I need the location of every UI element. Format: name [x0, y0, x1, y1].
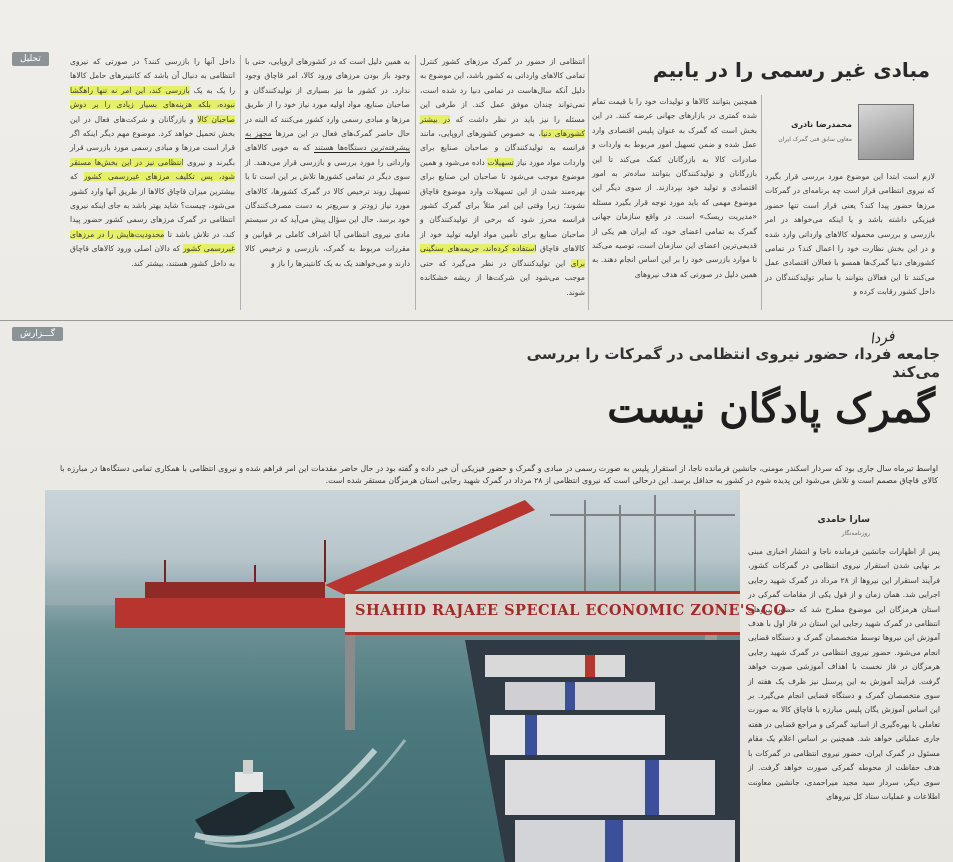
highlight: تسهیلات	[487, 157, 514, 167]
top-article-column-1: لازم است ابتدا این موضوع مورد بررسی قرار بگیرد که نیروی انتظامی قرار است چه برنامه‌ای در گمرکات مرزها حضور پیدا کند؟ یعنی قرار است تنها حضور فیزیکی داشته باشد و یا اینکه می‌خواهد در امر بازرسی و بررسی محموله کالاهای وارداتی وارد شده و در این بخش نظارت خود را اعمال کند؟ در تمامی کشورهای دنیا گمرک‌ها همسو با فعالان اقتصادی عمل می‌کنند تا این فعالان بتوانند با سایر تولیدکنندگان در داخل کشور رقابت کرده و	[765, 172, 935, 297]
section-divider	[0, 320, 953, 321]
handwritten-note: فردا	[869, 328, 896, 348]
report-kicker: جامعه فردا، حضور نیروی انتظامی در گمرکات را بررسی می‌کند	[526, 345, 940, 381]
column-divider	[415, 55, 416, 310]
report-lead: اواسط تیرماه سال جاری بود که سردار اسکندر مومنی، جانشین فرمانده ناجا، از استقرار پلیس به صورت رسمی در مبادی و گمرک و حضور فیزیکی آن خبر داده و گفته بود در حال حاضر مقدمات این امر فراهم شده و نیروی انتظامی با همکاری تمامی دستگاه‌ها در مبارزه با کالای قاچاق مصمم است و تلاش می‌شود این پدیده شوم در کشور به حداقل برسد. این درحالی است که نیروی انتظامی از ۲۸ مرداد در گمرک شهید رجایی استان هرمزگان مستقر شده است.	[60, 464, 938, 485]
section-tag-report: گـــزارش	[12, 327, 63, 341]
report-byline: سارا حامدی	[817, 515, 870, 525]
column-divider	[240, 55, 241, 310]
report-side-column: پس از اظهارات جانشین فرمانده ناجا و انتشار اخباری مبنی بر نهایی شدن استقرار نیروی انتظامی در گمرکات کشور، فرآیند استقرار این نیروها از ۲۸ مرداد در گمرک شهید رجایی اجرایی شد. همان زمان و از قول یکی از مقامات گمرکی در استان هرمزگان این موضوع مطرح شد که حضور نیروهای انتظامی در گمرک شهید رجایی این استان در فاز اول با هدف آموزش این نیروها توسط متخصصان گمرک و دستگاه قضایی انجام می‌شود. حضور نیروی انتظامی در گمرک شهید رجایی هرمزگان در فاز نخست با اهداف آموزشی صورت خواهد گرفت. فرآیند آموزش به این پرسنل نیز ظرف یک هفته از سوی متخصصان گمرک و دستگاه قضایی انجام می‌گیرد. بر این اساس آموزش یگان پلیس مبارزه با قاچاق کالا به صورت تعاملی با بهره‌گیری از اساتید گمرکی و مراجع قضایی در هفته جاری عملیاتی خواهد شد. همچنین بر اساس اعلام یک مقام مسئول در گمرک ایران، حضور نیروی انتظامی در گمرکات با هدف حفاظت از محوطه گمرکی صورت خواهد گرفت. از سوی دیگر، سردار سید مجید میراحمدی، جانشین معاونت اطلاعات و عملیات ستاد کل نیروهای	[748, 547, 940, 801]
top-article-column-4: به همین دلیل است که در کشورهای اروپایی، حتی با وجود باز بودن مرزهای ورود کالا، امر قاچاق وجود ندارد. در کشور ما نیز بسیاری از تولیدکنندگان و صاحبان صنایع، مواد اولیه مورد نیاز خود را از طریق مرزها و مبادی رسمی وارد کشور می‌کنند که البته در حال حاضر گمرک‌های فعال در این مرزها مجهز به پیشرفته‌ترین دستگاه‌ها هستند که به خوبی کالاهای وارداتی را مورد بررسی و بازرسی قرار می‌دهند. از سوی دیگر در تمامی کشورها تلاش بر این است تا با تسهیل روند ترخیص کالا در گمرک کشورها، کالاهای مورد نیاز زودتر و سریع‌تر به دست مصرف‌کنندگان خود برسد. حال این سؤال پیش می‌آید که در سیستم مادی نیروی انتظامی آیا اشراف کاملی بر قوانین و مقررات مربوط به گمرک، بازرسی و ترخیص کالا دارند و می‌خواهند یک به یک کانتینرها را باز و	[245, 57, 411, 268]
port-banner-text: SHAHID RAJAEE SPECIAL ECONOMIC ZONE'S CO	[355, 602, 787, 619]
top-article-headline: مبادی غیر رسمی را در یابیم	[652, 58, 930, 82]
column-divider	[588, 55, 589, 310]
highlight: در بیشتر کشورهای دنیا	[420, 114, 585, 139]
top-article-column-5: داخل آنها را بازرسی کنند؟ در صورتی که نیروی انتظامی به دنبال آن باشد که کانتینرهای حامل کالاها را یک به یک بازرسی کند، این امر نه تنها راهگشا نبوده، بلکه هزینه‌های بسیار زیادی را بر دوش صاحبان کالا و بازرگانان و شرکت‌های فعال در این بخش تحمیل خواهد کرد. موضوع مهم دیگر اینکه اگر قرار است مرزها و مبادی رسمی مورد بازرسی قرار بگیرند و نیروی انتظامی نیز در این بخش‌ها مستقر شود، پس تکلیف مرزهای غیررسمی کشور که بیشترین میزان قاچاق کالاها از طریق آنها وارد کشور می‌شود، چیست؟ شاید بهتر باشد به جای اینکه نیروی انتظامی در گمرک مرزهای رسمی کشور حضور پیدا کند، در تلاش باشد تا محدودیت‌هایش را در مرزهای غیررسمی کشور که دالان اصلی ورود کالاهای قاچاق به داخل کشور هستند، بیشتر کند.	[70, 57, 236, 268]
report-byline-role: روزنامه‌نگار	[841, 530, 870, 537]
column-divider	[761, 95, 762, 310]
highlight: انتظامی نیز در این بخش‌ها مستقر شود، پس تکلیف مرزهای غیررسمی کشور	[70, 157, 236, 182]
highlight: استفاده کرده‌اند، جریمه‌های سنگینی برای	[420, 244, 585, 268]
author-role: معاون سابق فنی گمرک ایران	[778, 136, 852, 143]
port-illustration	[45, 490, 740, 862]
author-photo	[858, 104, 914, 160]
report-headline: گمرک پادگان نیست	[607, 385, 935, 432]
underline: مجهز به پیشرفته‌ترین دستگاه‌ها هستند	[245, 129, 411, 153]
section-tag-analysis: تحلیل	[12, 52, 49, 66]
top-article-column-2: همچنین بتوانند کالاها و تولیدات خود را با قیمت تمام شده کمتری در بازارهای جهانی عرضه کنند. در این بخش است که گمرک به عنوان پلیس اقتصادی وارد عمل شده و ضمن تسهیل امور مربوط به واردات و صادرات کالا به بازرگانان کمک می‌کند تا این بازرگانان و تولیدکنندگان بتوانند ساده‌تر به امور اقتصادی و تولید خود بپردازند. از سوی دیگر این موضوع مهمی که باید مورد توجه قرار بگیرد مسئله «مدیریت ریسک» است. در واقع سازمان جهانی گمرک به تمامی اعضای خود، که ایران هم یکی از قدیمی‌ترین اعضای این سازمان است، توصیه می‌کند تا موارد بازرسی خود را بر این اساس انجام دهند. به همین دلیل در صورتی که هدف نیروهای	[592, 97, 757, 279]
highlight: محدودیت‌هایش را در مرزهای غیررسمی کشور	[70, 229, 235, 254]
highlight: بازرسی کند، این امر نه تنها راهگشا نبوده، بلکه هزینه‌های بسیار زیادی را بر دوش صاحبان کالا	[70, 85, 235, 124]
port-photo	[45, 490, 787, 862]
top-article-column-3: انتظامی از حضور در گمرک مرزهای کشور کنترل تمامی کالاهای وارداتی به کشور باشد، این موضوع به دلیل آنکه سال‌هاست در تمامی دنیا رد شده است، نمی‌تواند چندان موفق عمل کند. از طرفی این مسئله را نیز باید در نظر داشت که در بیشتر کشورهای دنیا، به خصوص کشورهای اروپایی، مانند فرانسه به تولیدکنندگان و صاحبان صنایع برای واردات مواد مورد نیاز تسهیلات داده می‌شود و همین موضوع موجب می‌شود تا صاحبان این صنایع برای بهره‌مند شدن از این تسهیلات وارد موضوع قاچاق نشوند؛ زیرا وقتی این امر مثلاً برای گمرک کشور فرانسه محرز شود که برخی از تولیدکنندگان و صاحبان صنایع برای تأمین مواد اولیه تولید خود از کالاهای قاچاق استفاده کرده‌اند، جریمه‌های سنگینی برای این تولیدکنندگان در نظر می‌گیرد که حتی موجب می‌شود این شرکت‌ها از ریشه خشکانده شوند.	[420, 57, 586, 297]
author-name: محمدرضا نادری	[791, 120, 852, 129]
